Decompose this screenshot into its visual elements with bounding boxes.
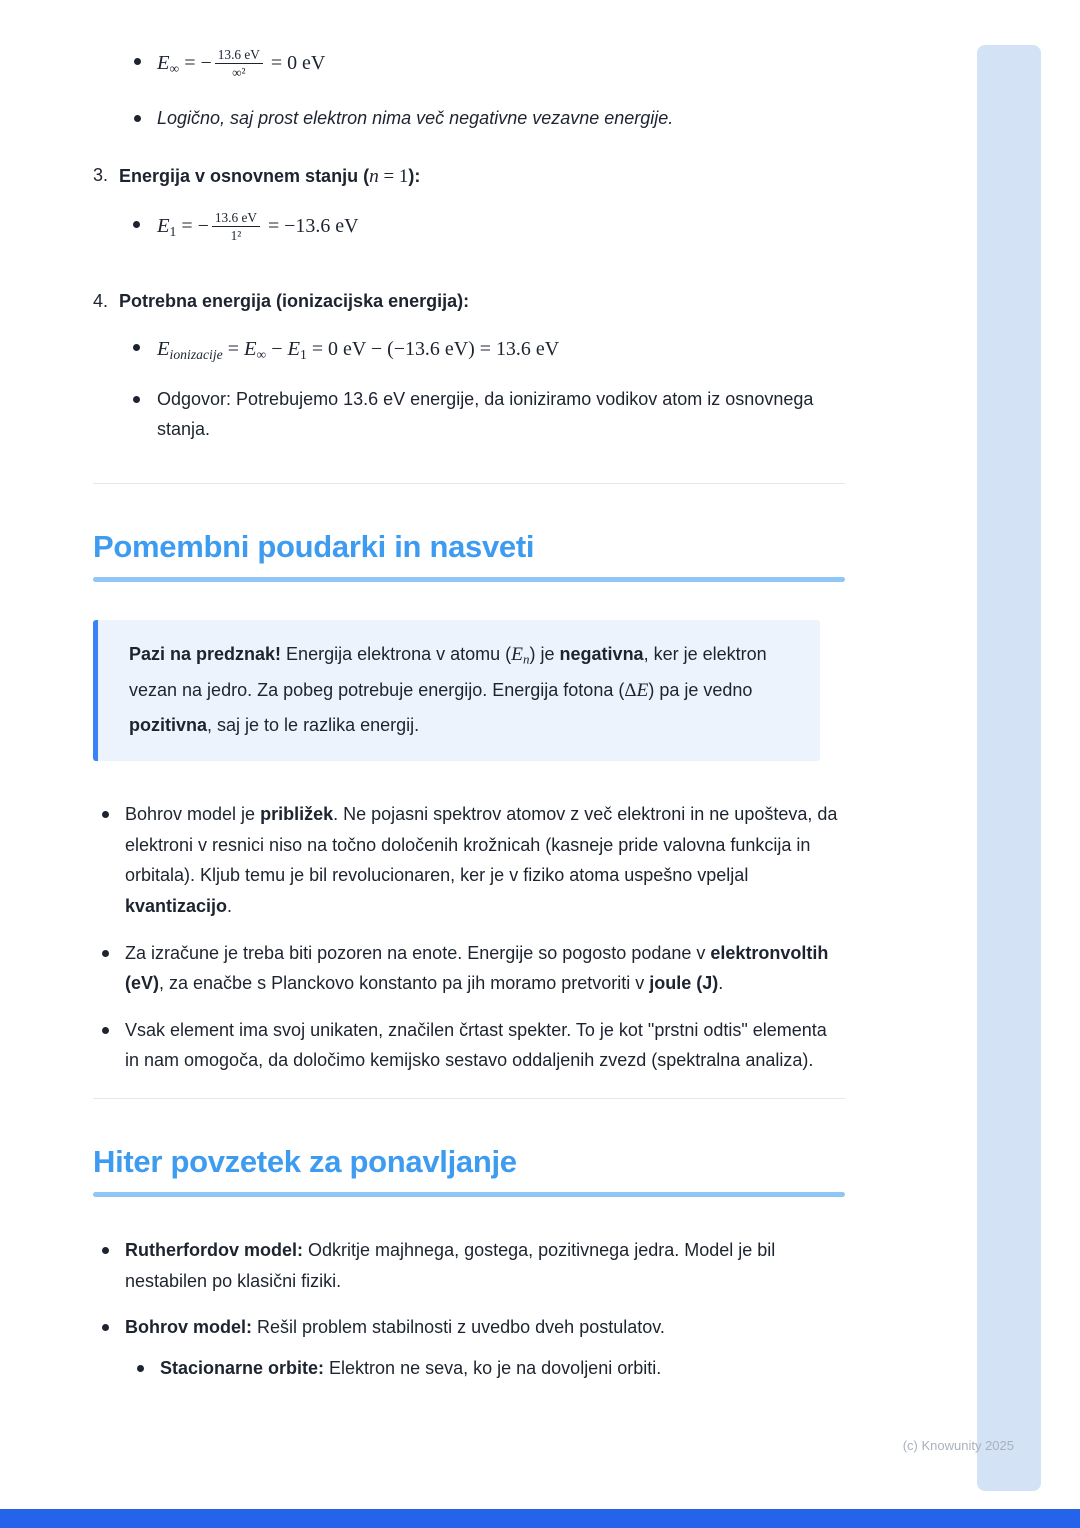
intro-bullet-list <box>93 42 845 134</box>
scrollbar-track[interactable] <box>977 45 1041 1491</box>
section-title-highlights: Pomembni poudarki in nasveti <box>93 528 535 564</box>
list-item-text: Bohrov model: Rešil problem stabilnosti z uvedbo dveh postulatov. <box>125 1317 665 1338</box>
item-bullet-list <box>119 205 845 248</box>
bottom-accent-bar <box>0 1509 1080 1528</box>
item-bullet-list <box>119 328 845 444</box>
numbered-item-3 <box>93 160 845 260</box>
list-item-bohr <box>93 1312 845 1383</box>
numbered-list <box>93 160 845 457</box>
formula-e-infinity: $E_\infty$ = − $\frac{13.6 eV}{\text{∞²}}$ = 0 eV <box>93 42 845 85</box>
sub-list-item-stationary-orbits: Stacionarne orbite: Elektron ne seva, ko je na dovoljeni orbiti. <box>125 1353 845 1384</box>
heading-underline <box>93 577 845 582</box>
formula-e1: $E_1$ = − $\frac{13.6 eV}{\text{1²}}$ = −13.6 eV <box>119 205 845 248</box>
heading-underline <box>93 1192 845 1197</box>
footer-copyright: (c) Knowunity 2025 <box>902 1438 1014 1453</box>
numbered-item-body <box>119 286 845 457</box>
section-divider <box>93 483 845 484</box>
list-item-rutherford: Rutherfordov model: Odkritje majhnega, gostega, pozitivnega jedra. Model je bil nestabilen po klasični fiziki. <box>93 1235 845 1296</box>
list-item-bohr-approximation: Bohrov model je približek. Ne pojasni spektrov atomov z več elektroni in ne upošteva, da elektroni v resnici niso na točno določenih krožnicah (kasneje pride valovna funkcija in orbitala). Kljub temu je bil revolucionaren, ker je v fiziko atoma uspešno vpeljal kvantizacijo. <box>93 799 845 921</box>
summary-bullet-list <box>93 1235 845 1383</box>
document-content <box>93 42 845 1399</box>
answer-text: Odgovor: Potrebujemo 13.6 eV energije, da ioniziramo vodikov atom iz osnovnega stanja. <box>119 384 845 445</box>
list-item-spectra: Vsak element ima svoj unikaten, značilen črtast spekter. To je kot "prstni odtis" elementa in nam omogoča, da določimo kemijsko sestavo oddaljenih zvezd (spektralna analiza). <box>93 1015 845 1076</box>
item-title-ionization-energy: Potrebna energija (ionizacijska energija): <box>119 290 470 311</box>
callout-text: Pazi na predznak! Energija elektrona v atomu $(E_n)$ je negativna, ker je elektron vezan na jedro. Za pobeg potrebuje energijo. Energija fotona (ΔE) pa je vedno pozitivna, saj je to le razlika energij. <box>129 643 767 735</box>
numbered-item-4 <box>93 286 845 457</box>
warning-callout <box>93 620 820 761</box>
sub-bullet-list <box>125 1353 845 1384</box>
list-number: 3. <box>93 164 109 185</box>
formula-ionization: $E_{ionizacije} = E_\infty - E_1 = 0$ eV − (−13.6 eV) = 13.6 eV <box>119 328 845 371</box>
list-item-units: Za izračune je treba biti pozoren na enote. Energije so pogosto podane v elektronvoltih (eV), za enačbe s Planckovo konstanto pa jih moramo pretvoriti v joule (J). <box>93 938 845 999</box>
section-divider <box>93 1098 845 1099</box>
section-title-summary: Hiter povzetek za ponavljanje <box>93 1143 517 1179</box>
list-number: 4. <box>93 290 109 311</box>
item-title-ground-state: Energija v osnovnem stanju (n = 1): <box>119 165 421 187</box>
numbered-item-body <box>119 160 845 260</box>
note-free-electron: Logično, saj prost elektron nima več negativne vezavne energije. <box>93 103 845 134</box>
highlights-bullet-list <box>93 799 845 1076</box>
